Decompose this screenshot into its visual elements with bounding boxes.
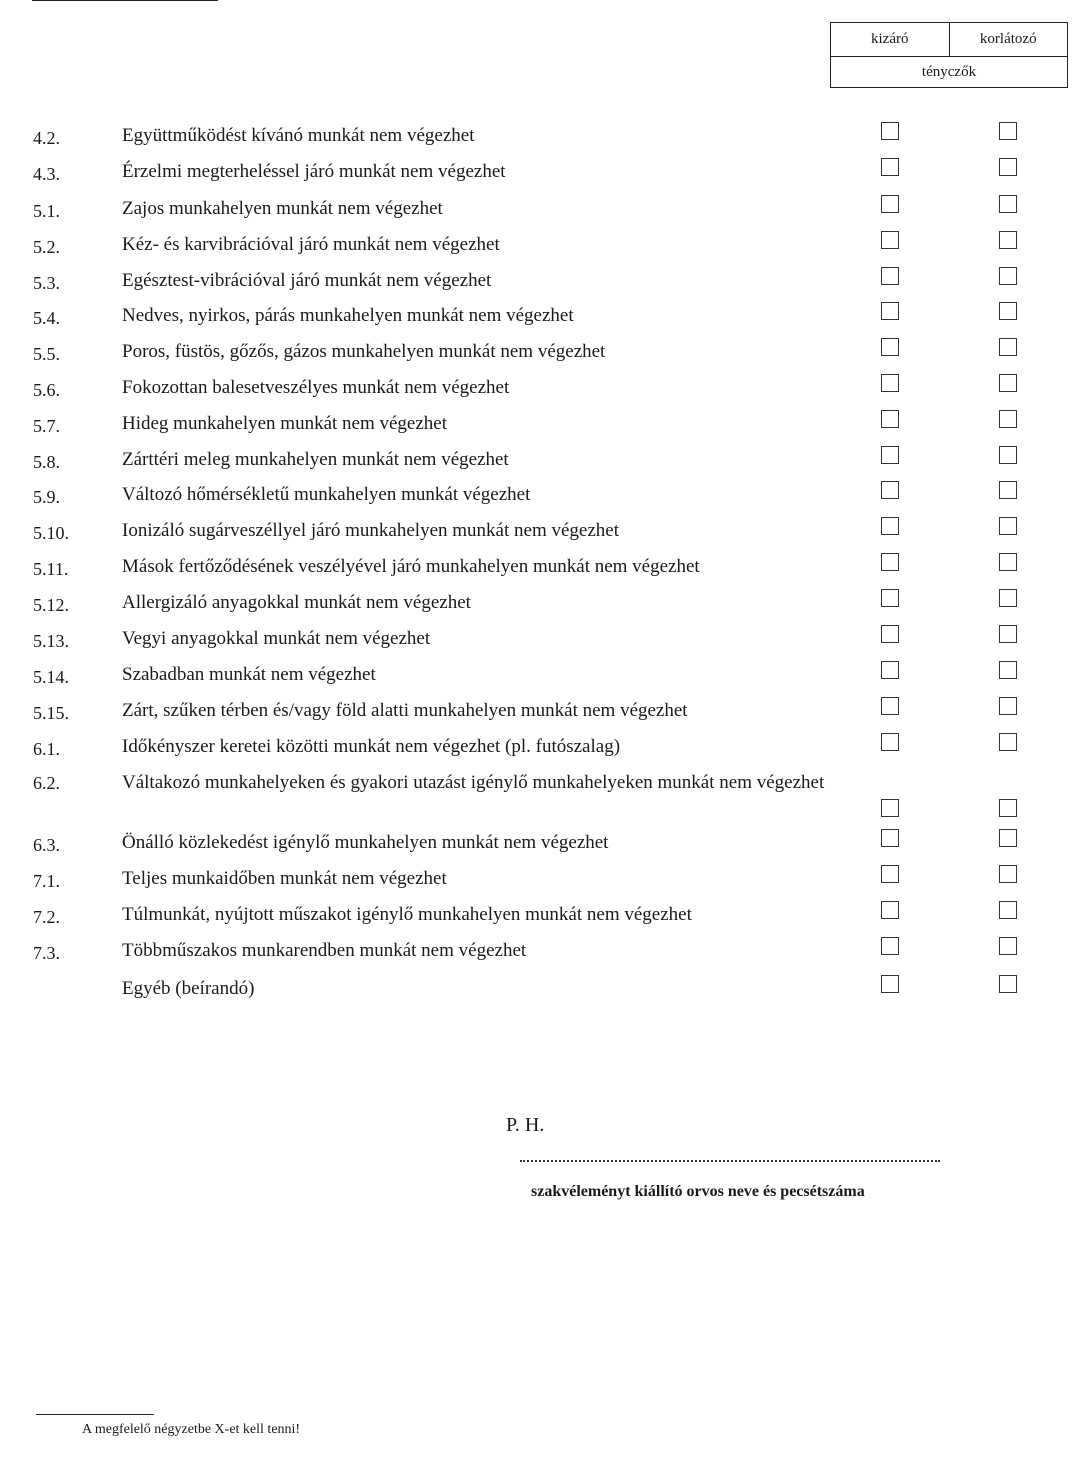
limiting-checkbox[interactable] [999,374,1017,392]
criteria-text: Hideg munkahelyen munkát nem végezhet [122,413,448,434]
limiting-checkbox[interactable] [999,901,1017,919]
limiting-checkbox[interactable] [999,829,1017,847]
col-header-excluding: kizáró [831,23,950,56]
top-rule [32,0,218,1]
excluding-checkbox[interactable] [881,697,899,715]
limiting-checkbox[interactable] [999,267,1017,285]
limiting-checkbox[interactable] [999,446,1017,464]
criteria-number: 7.1. [33,871,60,891]
criteria-number: 5.5. [33,344,60,364]
criteria-text: Szabadban munkát nem végezhet [122,664,376,685]
limiting-checkbox[interactable] [999,697,1017,715]
criteria-text: Nedves, nyirkos, párás munkahelyen munkát nem végezhet [122,305,574,326]
excluding-checkbox[interactable] [881,374,899,392]
criteria-number: 5.2. [33,237,60,257]
limiting-checkbox[interactable] [999,661,1017,679]
limiting-checkbox[interactable] [999,195,1017,213]
criteria-number: 6.2. [33,773,60,793]
limiting-checkbox[interactable] [999,937,1017,955]
excluding-checkbox[interactable] [881,901,899,919]
criteria-number: 5.4. [33,308,60,328]
excluding-checkbox[interactable] [881,517,899,535]
footnote-rule [36,1414,154,1415]
criteria-text: Egyéb (beírandó) [122,978,255,999]
criteria-number: 7.2. [33,907,60,927]
criteria-text: Poros, füstös, gőzős, gázos munkahelyen munkát nem végezhet [122,341,606,362]
criteria-text: Változó hőmérsékletű munkahelyen munkát végezhet [122,484,531,505]
criteria-text: Váltakozó munkahelyeken és gyakori utazást igénylő munkahelyeken munkát nem végezhet [122,772,825,793]
factor-header-row [831,23,1067,57]
limiting-checkbox[interactable] [999,158,1017,176]
limiting-checkbox[interactable] [999,231,1017,249]
excluding-checkbox[interactable] [881,231,899,249]
criteria-number: 5.1. [33,201,60,221]
criteria-number: 5.13. [33,631,69,651]
criteria-text: Érzelmi megterheléssel járó munkát nem végezhet [122,161,506,182]
criteria-number: 6.1. [33,739,60,759]
signature-caption: szakvéleményt kiállító orvos neve és pecsétszáma [531,1183,865,1200]
criteria-number: 5.6. [33,380,60,400]
criteria-text: Kéz- és karvibrációval járó munkát nem végezhet [122,234,500,255]
limiting-checkbox[interactable] [999,733,1017,751]
criteria-text: Teljes munkaidőben munkát nem végezhet [122,868,447,889]
criteria-number: 5.15. [33,703,69,723]
excluding-checkbox[interactable] [881,937,899,955]
criteria-number: 5.11. [33,559,69,579]
criteria-text: Mások fertőződésének veszélyével járó munkahelyen munkát nem végezhet [122,556,700,577]
criteria-number: 5.12. [33,595,69,615]
criteria-number: 6.3. [33,835,60,855]
excluding-checkbox[interactable] [881,553,899,571]
col-header-factors: tényczők [921,64,977,80]
criteria-text: Egésztest-vibrációval járó munkát nem végezhet [122,270,492,291]
criteria-text: Zajos munkahelyen munkát nem végezhet [122,198,443,219]
criteria-text: Időkényszer keretei közötti munkát nem végezhet (pl. futószalag) [122,736,621,757]
limiting-checkbox[interactable] [999,517,1017,535]
criteria-number: 5.8. [33,452,60,472]
excluding-checkbox[interactable] [881,122,899,140]
excluding-checkbox[interactable] [881,865,899,883]
excluding-checkbox[interactable] [881,267,899,285]
signature-line [520,1160,940,1162]
criteria-text: Ionizáló sugárveszéllyel járó munkahelyen munkát nem végezhet [122,520,619,541]
excluding-checkbox[interactable] [881,446,899,464]
limiting-checkbox[interactable] [999,410,1017,428]
criteria-text: Allergizáló anyagokkal munkát nem végezhet [122,592,471,613]
excluding-checkbox[interactable] [881,733,899,751]
excluding-checkbox[interactable] [881,799,899,817]
excluding-checkbox[interactable] [881,410,899,428]
excluding-checkbox[interactable] [881,302,899,320]
criteria-number: 5.9. [33,487,60,507]
stamp-label: P. H. [506,1114,545,1136]
limiting-checkbox[interactable] [999,553,1017,571]
criteria-text: Többműszakos munkarendben munkát nem végezhet [122,940,527,961]
limiting-checkbox[interactable] [999,338,1017,356]
excluding-checkbox[interactable] [881,158,899,176]
excluding-checkbox[interactable] [881,338,899,356]
factor-header-table [830,22,1068,88]
col-header-limiting: korlátozó [979,31,1037,47]
criteria-number: 7.3. [33,943,60,963]
excluding-checkbox[interactable] [881,481,899,499]
criteria-text: Fokozottan balesetveszélyes munkát nem végezhet [122,377,510,398]
limiting-checkbox[interactable] [999,975,1017,993]
criteria-number: 4.3. [33,164,60,184]
limiting-checkbox[interactable] [999,625,1017,643]
footnote: A megfelelő négyzetbe X-et kell tenni! [82,1422,301,1437]
limiting-checkbox[interactable] [999,589,1017,607]
criteria-text: Zárttéri meleg munkahelyen munkát nem végezhet [122,449,509,470]
limiting-checkbox[interactable] [999,302,1017,320]
criteria-text: Vegyi anyagokkal munkát nem végezhet [122,628,431,649]
excluding-checkbox[interactable] [881,829,899,847]
limiting-checkbox[interactable] [999,481,1017,499]
criteria-number: 4.2. [33,128,60,148]
criteria-text: Önálló közlekedést igénylő munkahelyen munkát nem végezhet [122,832,609,853]
limiting-checkbox[interactable] [999,865,1017,883]
excluding-checkbox[interactable] [881,975,899,993]
criteria-number: 5.14. [33,667,69,687]
excluding-checkbox[interactable] [881,661,899,679]
criteria-text: Együttműködést kívánó munkát nem végezhet [122,125,475,146]
criteria-text: Zárt, szűken térben és/vagy föld alatti munkahelyen munkát nem végezhet [122,700,688,721]
limiting-checkbox[interactable] [999,122,1017,140]
limiting-checkbox[interactable] [999,799,1017,817]
excluding-checkbox[interactable] [881,589,899,607]
criteria-number: 5.7. [33,416,60,436]
excluding-checkbox[interactable] [881,625,899,643]
excluding-checkbox[interactable] [881,195,899,213]
criteria-number: 5.3. [33,273,60,293]
criteria-number: 5.10. [33,523,69,543]
criteria-text: Túlmunkát, nyújtott műszakot igénylő munkahelyen munkát nem végezhet [122,904,692,925]
